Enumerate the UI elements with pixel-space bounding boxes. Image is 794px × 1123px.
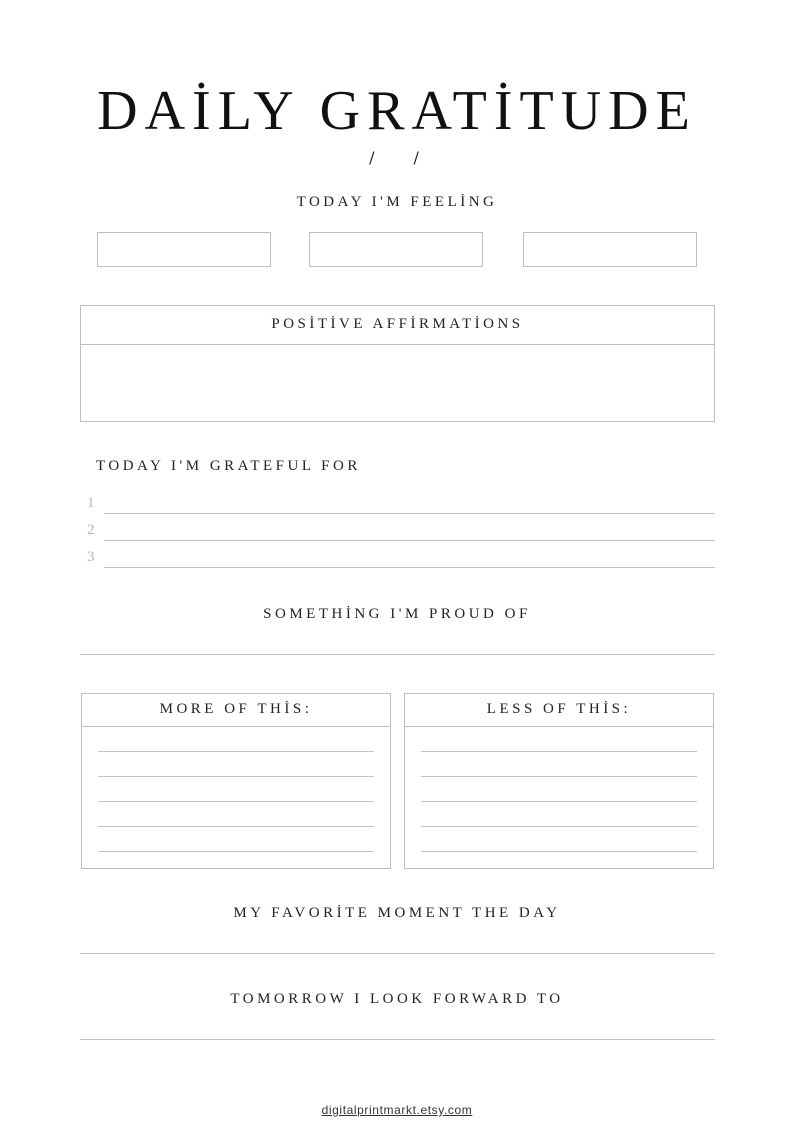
page-title: DAİLY GRATİTUDE	[97, 80, 697, 142]
more-of-this-box	[81, 693, 391, 869]
grateful-heading: TODAY I'M GRATEFUL FOR	[96, 458, 361, 474]
tomorrow-heading: TOMORROW I LOOK FORWARD TO	[230, 991, 564, 1007]
less-of-this-line-1[interactable]	[421, 751, 697, 752]
favorite-moment-line[interactable]	[80, 953, 715, 954]
grateful-line-2[interactable]	[104, 540, 715, 541]
more-of-this-line-5[interactable]	[98, 851, 374, 852]
less-of-this-line-4[interactable]	[421, 826, 697, 827]
feeling-box-3[interactable]	[523, 232, 697, 267]
grateful-number-1: 1	[87, 495, 95, 511]
date-field[interactable]: / /	[369, 148, 425, 167]
affirmations-heading: POSİTİVE AFFİRMATİONS	[271, 316, 524, 332]
grateful-line-1[interactable]	[104, 513, 715, 514]
feeling-heading: TODAY I'M FEELİNG	[296, 194, 498, 210]
more-of-this-line-2[interactable]	[98, 776, 374, 777]
more-of-this-line-3[interactable]	[98, 801, 374, 802]
feeling-box-2[interactable]	[309, 232, 483, 267]
grateful-number-2: 2	[87, 522, 95, 538]
favorite-moment-heading: MY FAVORİTE MOMENT THE DAY	[233, 905, 561, 921]
more-of-this-line-4[interactable]	[98, 826, 374, 827]
less-of-this-heading: LESS OF THİS:	[486, 701, 632, 717]
grateful-number-3: 3	[87, 549, 95, 565]
less-of-this-box	[404, 693, 714, 869]
affirmations-box	[80, 305, 715, 422]
more-of-this-heading: MORE OF THİS:	[159, 701, 313, 717]
feeling-box-1[interactable]	[97, 232, 271, 267]
proud-heading: SOMETHİNG I'M PROUD OF	[263, 606, 531, 622]
more-of-this-divider	[82, 726, 390, 727]
less-of-this-line-2[interactable]	[421, 776, 697, 777]
footer-link[interactable]: digitalprintmarkt.etsy.com	[321, 1103, 473, 1117]
less-of-this-line-3[interactable]	[421, 801, 697, 802]
affirmations-writing-area[interactable]	[81, 345, 714, 421]
more-of-this-line-1[interactable]	[98, 751, 374, 752]
less-of-this-divider	[405, 726, 713, 727]
tomorrow-line[interactable]	[80, 1039, 715, 1040]
proud-line[interactable]	[80, 654, 715, 655]
grateful-line-3[interactable]	[104, 567, 715, 568]
less-of-this-line-5[interactable]	[421, 851, 697, 852]
